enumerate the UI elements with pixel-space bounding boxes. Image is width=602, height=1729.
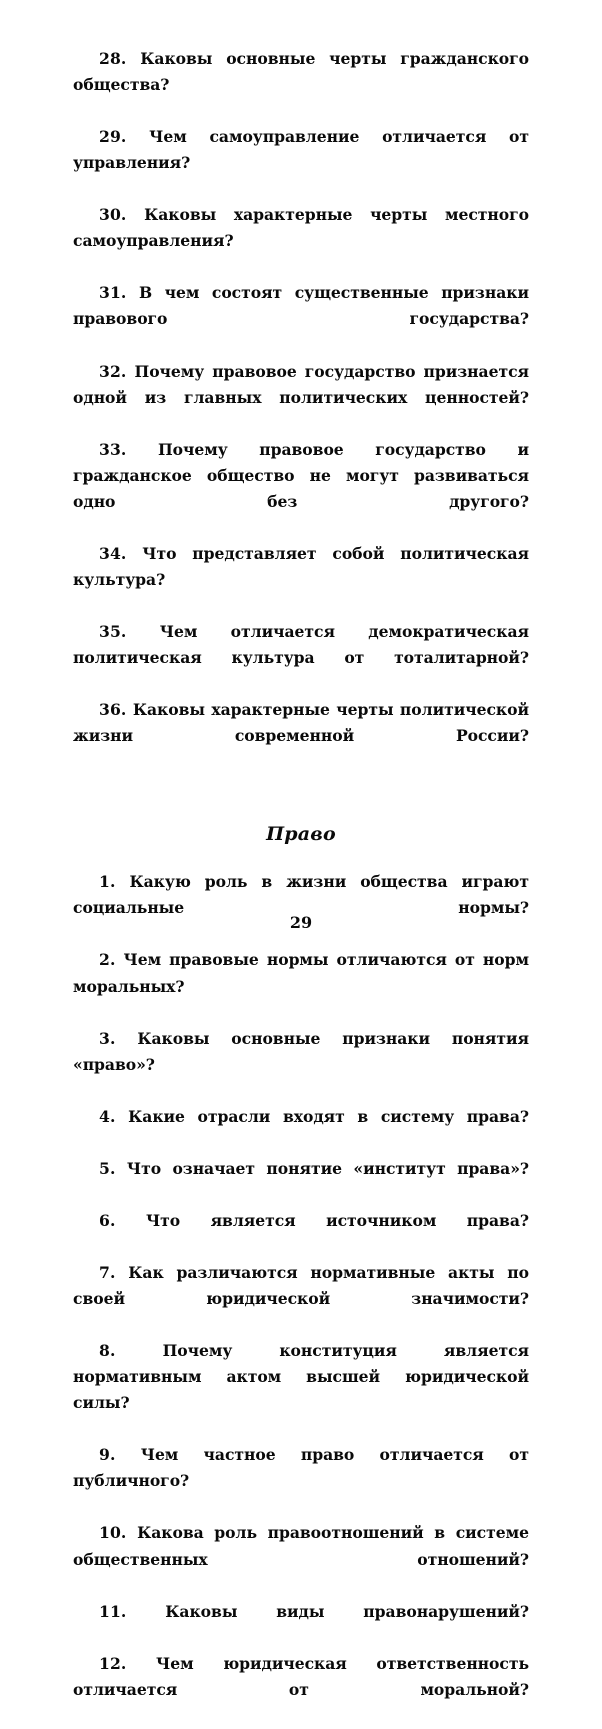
question-text: Каковы характерные черты местного самоуправления? — [73, 205, 529, 251]
question-item — [73, 1442, 529, 1520]
question-text: Что представляет собой политическая культура? — [73, 543, 529, 589]
question-text: Что означает понятие «институт права»? — [126, 1158, 529, 1178]
question-number: 35. — [99, 622, 127, 642]
question-text: Какие отрасли входят в систему права? — [128, 1106, 529, 1126]
question-text: Какова роль правоотношений в системе общественных отношений? — [73, 1523, 529, 1569]
question-item — [73, 541, 529, 619]
question-item — [73, 1520, 529, 1598]
question-number: 4. — [99, 1106, 116, 1126]
question-item — [73, 869, 529, 947]
question-text: Почему правовое государство признается одной из главных политических ценностей? — [73, 361, 529, 407]
question-item — [73, 124, 529, 202]
section-politics-questions — [73, 46, 529, 775]
question-item — [73, 1260, 529, 1338]
question-text: Каковы основные черты гражданского общества? — [73, 49, 529, 95]
question-number: 3. — [99, 1028, 116, 1048]
question-number: 12. — [99, 1653, 127, 1673]
question-item — [73, 1599, 529, 1651]
question-list-column — [73, 46, 529, 1729]
question-number: 30. — [99, 205, 127, 225]
question-number: 9. — [99, 1445, 116, 1465]
question-number: 28. — [99, 49, 127, 68]
page-number: 29 — [289, 913, 313, 932]
question-number: 31. — [99, 283, 127, 303]
question-text: Что является источником права? — [145, 1210, 529, 1230]
question-text: Каковы виды правонарушений? — [165, 1601, 529, 1621]
question-text: Чем правовые нормы отличаются от норм моральных? — [73, 950, 529, 996]
question-number: 32. — [99, 361, 127, 381]
question-item — [73, 46, 529, 124]
question-item — [73, 280, 529, 358]
heading-spacer — [73, 847, 529, 869]
question-number: 29. — [99, 127, 127, 147]
question-number: 7. — [99, 1263, 116, 1283]
section-heading-pravo: Право — [266, 823, 336, 846]
question-item — [73, 359, 529, 437]
question-text: В чем состоят существенные признаки правового государства? — [73, 283, 529, 329]
question-text: Каковы основные признаки понятия «право»? — [73, 1028, 529, 1074]
question-item — [73, 697, 529, 775]
question-number: 36. — [99, 700, 127, 720]
question-number: 33. — [99, 439, 127, 459]
question-number: 34. — [99, 543, 127, 563]
section-law-questions — [73, 869, 529, 1729]
question-item — [73, 437, 529, 541]
question-item — [73, 1651, 529, 1729]
question-text: Чем отличается демократическая политическая культура от тоталитарной? — [73, 622, 529, 668]
question-item — [73, 202, 529, 280]
question-text: Чем юридическая ответственность отличается от моральной? — [73, 1653, 529, 1699]
question-text: Какую роль в жизни общества играют социальные нормы? — [73, 872, 529, 918]
question-item — [73, 1208, 529, 1260]
question-text: Чем частное право отличается от публичного? — [73, 1445, 529, 1491]
question-number: 8. — [99, 1341, 116, 1361]
question-text: Чем самоуправление отличается от управления? — [73, 127, 529, 173]
question-item — [73, 1026, 529, 1104]
question-number: 1. — [99, 872, 116, 892]
question-item — [73, 619, 529, 697]
question-number: 5. — [99, 1158, 116, 1178]
question-number: 11. — [99, 1601, 127, 1621]
question-text: Почему конституция является нормативным актом высшей юридической силы? — [73, 1341, 529, 1413]
question-number: 6. — [99, 1210, 116, 1230]
question-number: 2. — [99, 950, 116, 970]
question-item — [73, 947, 529, 1025]
question-item — [73, 1156, 529, 1208]
question-item — [73, 1338, 529, 1442]
question-text: Как различаются нормативные акты по своей юридической значимости? — [73, 1263, 529, 1309]
question-text: Каковы характерные черты политической жизни современной России? — [73, 700, 529, 746]
question-text: Почему правовое государство и гражданское общество не могут развиваться одно без другого? — [73, 439, 529, 511]
question-item — [73, 1104, 529, 1156]
section-spacer — [73, 775, 529, 821]
question-number: 10. — [99, 1523, 127, 1543]
